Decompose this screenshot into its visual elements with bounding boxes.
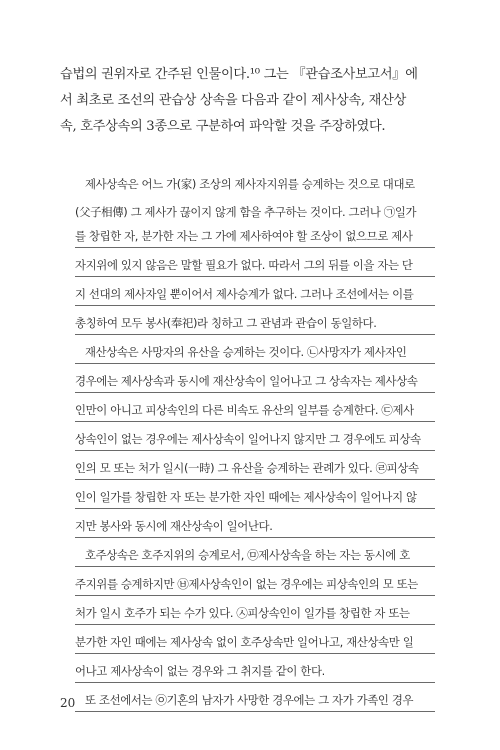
quote-line-underlined: 상속인이 없는 경우에는 제사상속이 일어나지 않지만 그 경우에도 피상속 [75,429,435,451]
quote-line-underlined: 총칭하여 모두 봉사(奉祀)라 칭하고 그 관념과 관습이 동일하다. [75,313,435,335]
quote-line-underlined: 분가한 자인 때에는 제사상속 없이 호주상속만 일어나고, 재산상속만 일 [75,632,435,654]
body-line: 속, 호주상속의 3종으로 구분하여 파악할 것을 주장하였다. [60,119,386,134]
quote-line: (父子相傳) 그 제사가 끊이지 않게 함을 추구하는 것이다. 그러나 ㉠일가 [75,205,417,219]
quote-line-underlined: 호주상속은 호주지위의 승계로서, ㉤제사상속을 하는 자는 동시에 호 [75,545,435,567]
page-number: 20 [60,696,76,710]
block-quote [75,170,435,719]
quote-line-underlined: 인의 모 또는 처가 일시(一時) 그 유산을 승계하는 관례가 있다. ㉣피상속 [75,458,435,480]
quote-line-underlined: 자지위에 있지 않음은 말할 필요가 없다. 따라서 그의 뒤를 이을 자는 단 [75,255,435,277]
quote-line-underlined: 어나고 제사상속이 없는 경우와 그 취지를 같이 한다. [75,661,435,683]
body-paragraph [60,62,435,140]
quote-line-underlined: 경우에는 제사상속과 동시에 재산상속이 일어나고 그 상속자는 제사상속 [75,371,435,393]
quote-line-underlined: 인이 일가를 창립한 자 또는 분가한 자인 때에는 제사상속이 일어나지 않 [75,487,435,509]
quote-line-underlined: 재산상속은 사망자의 유산을 승계하는 것이다. ㉡사망자가 제사자인 [75,342,435,364]
quote-line-underlined: 지 선대의 제사자일 뿐이어서 제사승계가 없다. 그러나 조선에서는 이를 [75,284,435,306]
quote-line-underlined: 주지위를 승계하지만 ㉥제사상속인이 없는 경우에는 피상속인의 모 또는 [75,574,435,596]
quote-line-underlined: 지만 봉사와 동시에 재산상속이 일어난다. [75,516,435,538]
body-line: 서 최초로 조선의 관습상 상속을 다음과 같이 제사상속, 재산상 [60,93,407,108]
quote-line-underlined: 처가 일시 호주가 되는 수가 있다. ㉦피상속인이 일가를 창립한 자 또는 [75,603,435,625]
quote-line: 제사상속은 어느 가(家) 조상의 제사자지위를 승계하는 것으로 대대로 [85,177,415,191]
body-line: 습법의 권위자로 간주된 인물이다.¹⁰ 그는 『관습조사보고서』에 [60,67,418,82]
quote-line-underlined: 인만이 아니고 피상속인의 다른 비속도 유산의 일부를 승계한다. ㉢제사 [75,400,435,422]
quote-line-underlined: 를 창립한 자, 분가한 자는 그 가에 제사하여야 할 조상이 없으므로 제사 [75,226,435,248]
quote-line-underlined: 또 조선에서는 ㉧기혼의 남자가 사망한 경우에는 그 자가 가족인 경우 [75,690,435,712]
